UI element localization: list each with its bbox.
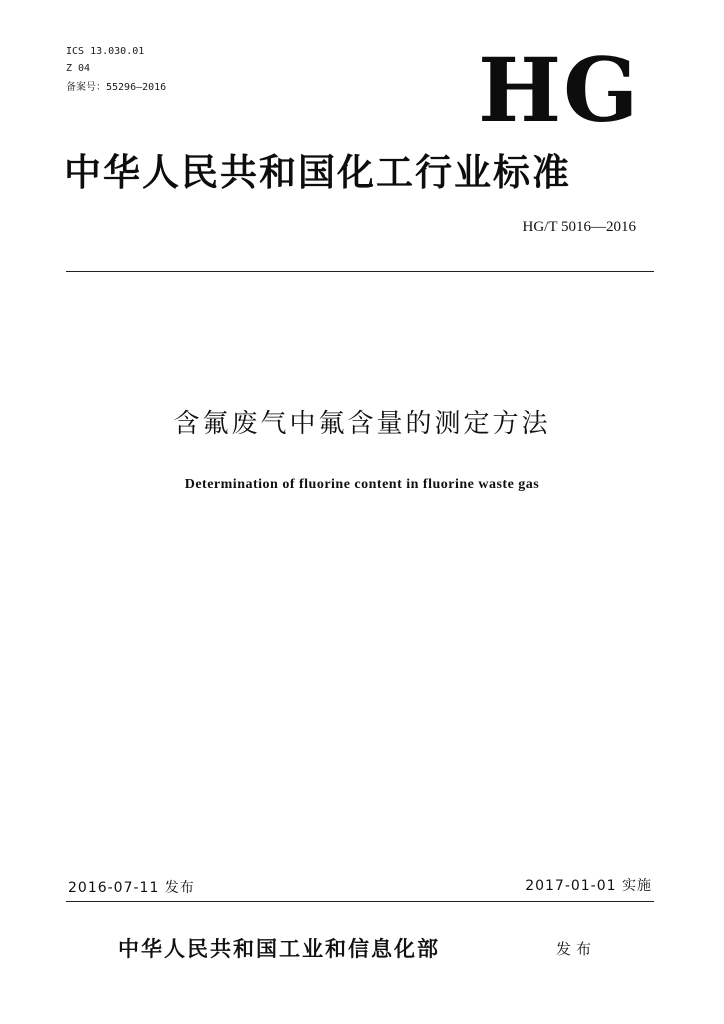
bottom-divider <box>66 901 654 902</box>
issue-date: 2016-07-11 发布 <box>68 880 195 896</box>
document-title-chinese: 含氟废气中氟含量的测定方法 <box>173 409 551 439</box>
ics-code: ICS 13.030.01 <box>66 46 145 57</box>
hg-logo: HG <box>478 38 641 142</box>
issuing-authority: 中华人民共和国工业和信息化部 <box>118 936 440 961</box>
effective-date: 2017-01-01 实施 <box>525 878 652 894</box>
filing-number: 备案号：55296—2016 <box>66 82 167 93</box>
industry-standard-title: 中华人民共和国化工行业标准 <box>64 150 571 194</box>
standard-number: HG/T 5016—2016 <box>522 219 636 235</box>
document-title-english: Determination of fluorine content in fluorine waste gas <box>184 477 540 492</box>
top-divider <box>66 271 654 272</box>
classification-code: Z 04 <box>66 63 91 74</box>
publish-label: 发布 <box>556 940 597 958</box>
